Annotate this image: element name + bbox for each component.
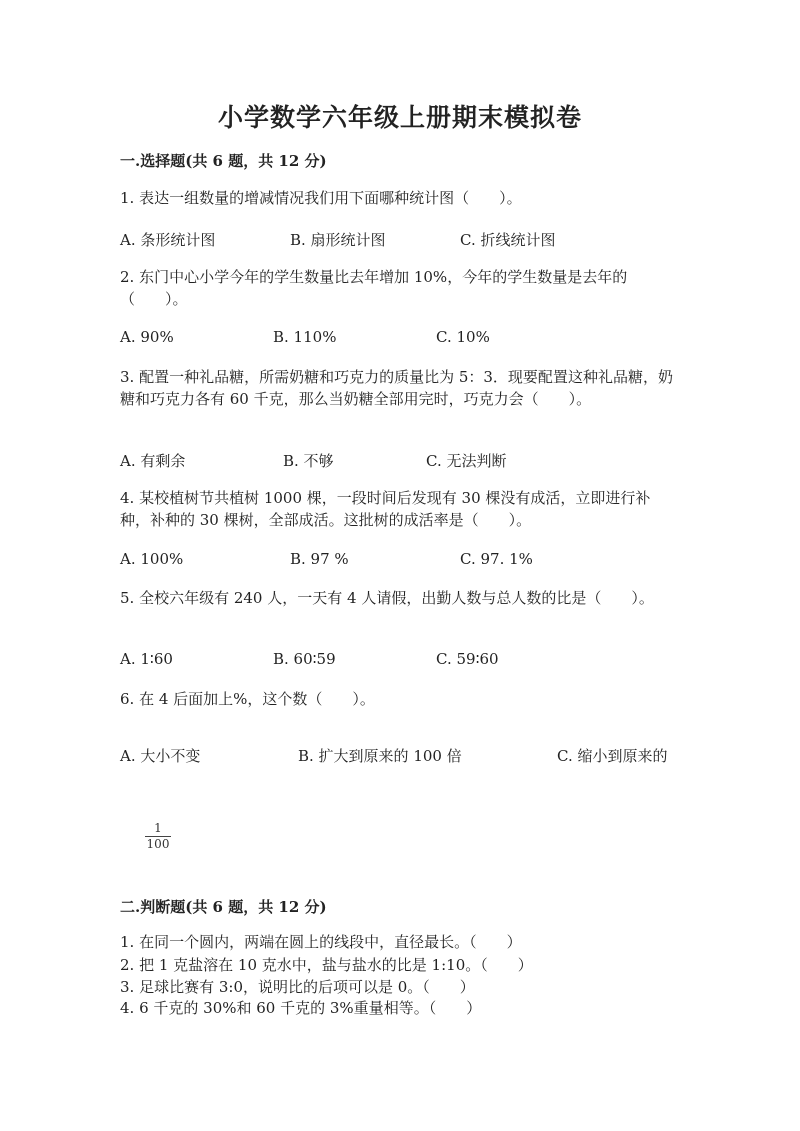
fraction-denominator: 100 [146, 837, 170, 851]
question-3-option-b: B. 不够 [283, 452, 334, 470]
question-1-option-a: A. 条形统计图 [120, 231, 216, 249]
question-1-option-b: B. 扇形统计图 [290, 231, 386, 249]
fraction-numerator: 1 [154, 821, 162, 835]
question-6-option-a: A. 大小不变 [120, 747, 201, 765]
question-6-option-b: B. 扩大到原来的 100 倍 [298, 747, 462, 765]
question-2-text: 2. 东门中心小学今年的学生数量比去年增加 10%，今年的学生数量是去年的（ ）。 [120, 268, 628, 308]
question-5-option-b: B. 60∶59 [273, 650, 336, 668]
question-1-option-c: C. 折线统计图 [460, 231, 556, 249]
judgment-item-1: 1. 在同一个圆内，两端在圆上的线段中，直径最长。（ ） [120, 933, 522, 951]
question-4-option-c: C. 97. 1% [460, 550, 533, 568]
question-2-option-b: B. 110% [273, 328, 337, 346]
judgment-item-4: 4. 6 千克的 30%和 60 千克的 3%重量相等。（ ） [120, 999, 482, 1017]
judgment-item-3: 3. 足球比赛有 3:0，说明比的后项可以是 0。（ ） [120, 978, 475, 996]
page-title: 小学数学六年级上册期末模拟卷 [217, 103, 582, 132]
question-4-option-b: B. 97 % [290, 550, 349, 568]
question-3-option-c: C. 无法判断 [426, 452, 507, 470]
question-2-option-c: C. 10% [436, 328, 490, 346]
question-5-text: 5. 全校六年级有 240 人，一天有 4 人请假，出勤人数与总人数的比是（ ）。 [120, 589, 654, 607]
question-6-option-c: C. 缩小到原来的 [557, 747, 668, 765]
question-3-text: 3. 配置一种礼品糖，所需奶糖和巧克力的质量比为 5：3．现要配置这种礼品糖，奶糖和巧克力各有 60 千克，那么当奶糖全部用完时，巧克力会（ ）。 [120, 368, 673, 408]
judgment-item-2: 2. 把 1 克盐溶在 10 克水中，盐与盐水的比是 1:10。（ ） [120, 956, 533, 974]
fraction-one-hundredth [145, 822, 171, 851]
question-6-text: 6. 在 4 后面加上%，这个数（ ）。 [120, 690, 375, 708]
question-4-option-a: A. 100% [120, 550, 184, 568]
question-5-option-c: C. 59∶60 [436, 650, 499, 668]
section-heading-judgment: 二.判断题(共 6 题，共 12 分) [120, 898, 327, 916]
question-1-text: 1. 表达一组数量的增减情况我们用下面哪种统计图（ ）。 [120, 189, 522, 207]
question-3-option-a: A. 有剩余 [120, 452, 186, 470]
section-heading-choice: 一.选择题(共 6 题，共 12 分) [120, 152, 327, 170]
question-5-option-a: A. 1∶60 [120, 650, 173, 668]
question-2-option-a: A. 90% [120, 328, 174, 346]
question-4-text: 4. 某校植树节共植树 1000 棵，一段时间后发现有 30 棵没有成活，立即进行补种，补种的 30 棵树，全部成活。这批树的成活率是（ ）。 [120, 489, 651, 529]
